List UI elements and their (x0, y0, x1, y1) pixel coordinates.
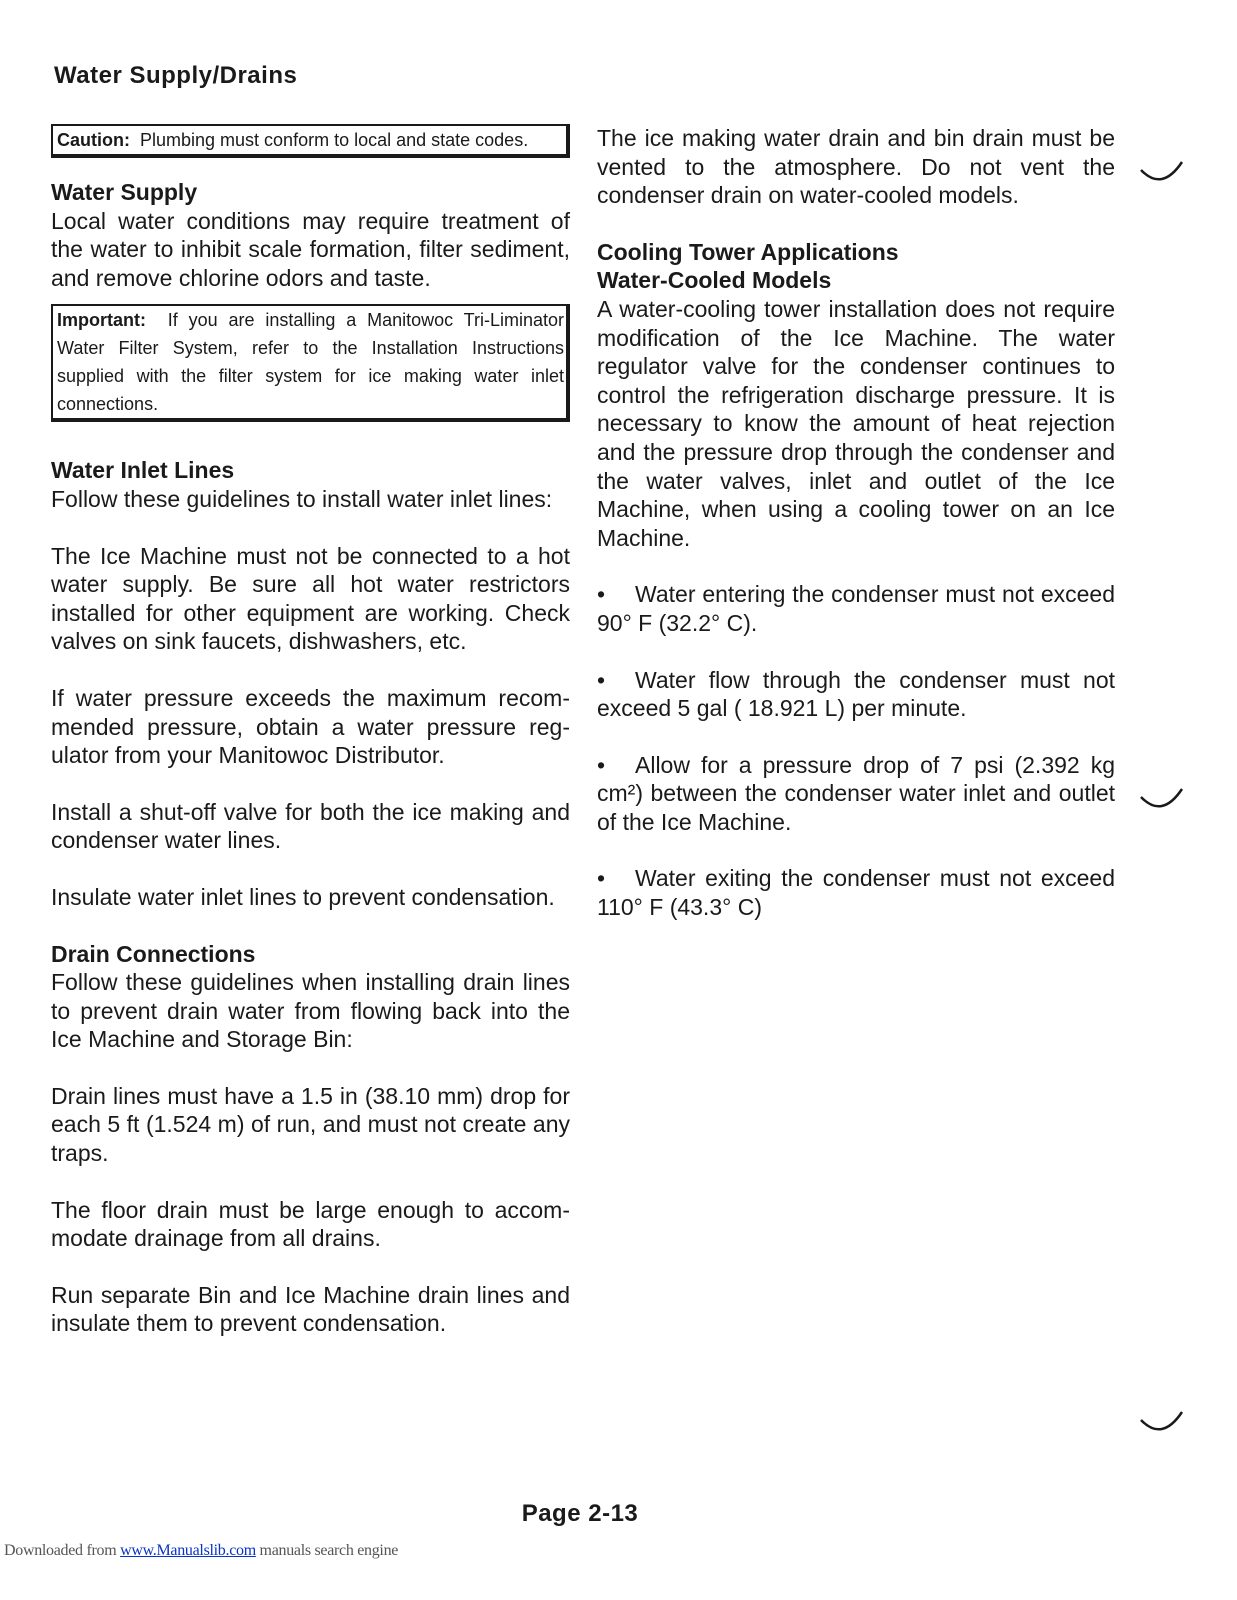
cooling-tower-text: A water-cooling tower installation does not require modification of the Ice Machine. The water regulator valve for the condenser continues to control the refrigeration discharge pressure. It is necessary to know the amount of heat rejection and the pressure drop through the condenser and the water valves, inlet and outlet of the Ice Machine, when using a cooling tower on an Ice Machine. (597, 295, 1115, 551)
water-inlet-paragraph: Install a shut-off valve for both the ice making and condenser water lines. (51, 798, 570, 854)
drain-paragraph: The floor drain must be large enough to accommodate drainage from all drains. (51, 1196, 570, 1252)
drain-paragraph: Drain lines must have a 1.5 in (38.10 mm) drop for each 5 ft (1.524 m) of run, and must not create any traps. (51, 1082, 570, 1167)
left-column (51, 124, 570, 1338)
manualslib-link[interactable]: www.Manualslib.com (120, 1542, 256, 1559)
water-inlet-paragraph: The Ice Machine must not be connected to a hot water supply. Be sure all hot water restrictors installed for other equipment are working. Check valves on sink faucets, dishwashers, etc. (51, 542, 570, 655)
bullet-item: • Allow for a pressure drop of 7 psi (2.392 kg cm²) between the condenser water inlet and outlet of the Ice Machine. (597, 751, 1115, 835)
important-text: If you are installing a Manitowoc Tri-Liminator Water Filter System, refer to the Installation Instructions supplied with the filter system for ice making water inlet connections. (57, 310, 564, 415)
bullet-icon: • (597, 581, 606, 608)
water-inlet-paragraph: Insulate water inlet lines to prevent condensation. (51, 883, 555, 910)
download-prefix: Downloaded from (4, 1542, 117, 1559)
caution-label: Caution: (57, 130, 130, 150)
bullet-icon: • (597, 865, 606, 892)
bullet-item: • Water exiting the condenser must not exceed 110° F (43.3° C) (597, 865, 1115, 921)
bullet-icon: • (597, 666, 606, 693)
binder-mark-icon (1138, 158, 1186, 186)
water-inlet-heading: Water Inlet Lines (51, 457, 235, 484)
page-title: Water Supply/Drains (54, 62, 298, 89)
important-box (51, 304, 570, 422)
caution-box (51, 124, 570, 158)
drain-connections-heading: Drain Connections (51, 940, 256, 967)
vent-text: The ice making water drain and bin drain must be vented to the atmosphere. Do not vent the condenser drain on water-cooled models. (597, 125, 1115, 209)
important-label: Important: (57, 310, 146, 331)
download-suffix: manuals search engine (259, 1542, 399, 1559)
caution-text: Plumbing must conform to local and state codes. (140, 130, 529, 150)
binder-mark-icon (1138, 1408, 1186, 1436)
water-inlet-paragraph: If water pressure exceeds the maximum recommended pressure, obtain a water pressure regulator from your Manitowoc Distributor. (51, 684, 570, 769)
binder-mark-icon (1138, 785, 1186, 813)
bullet-item: • Water entering the condenser must not exceed 90° F (32.2° C). (597, 581, 1115, 636)
right-column (597, 124, 1115, 922)
bullet-icon: • (597, 751, 606, 778)
download-footer (4, 1542, 398, 1560)
water-supply-text: Local water conditions may require treatment of the water to inhibit scale formation, filter sediment, and remove chlorine odors and taste. (51, 207, 570, 291)
water-inlet-intro: Follow these guidelines to install water inlet lines: (51, 485, 553, 512)
bullet-item: • Water flow through the condenser must not exceed 5 gal ( 18.921 L) per minute. (597, 666, 1115, 722)
cooling-tower-heading: Cooling Tower Applications (597, 238, 899, 265)
page-number: Page 2-13 (521, 1500, 639, 1527)
water-supply-heading: Water Supply (51, 179, 198, 205)
water-cooled-heading: Water-Cooled Models (597, 267, 832, 294)
drain-paragraph: Run separate Bin and Ice Machine drain lines and insulate them to prevent condensation. (51, 1281, 570, 1337)
drain-intro: Follow these guidelines when installing drain lines to prevent drain water from flowing back into the Ice Machine and Storage Bin: (51, 969, 570, 1053)
